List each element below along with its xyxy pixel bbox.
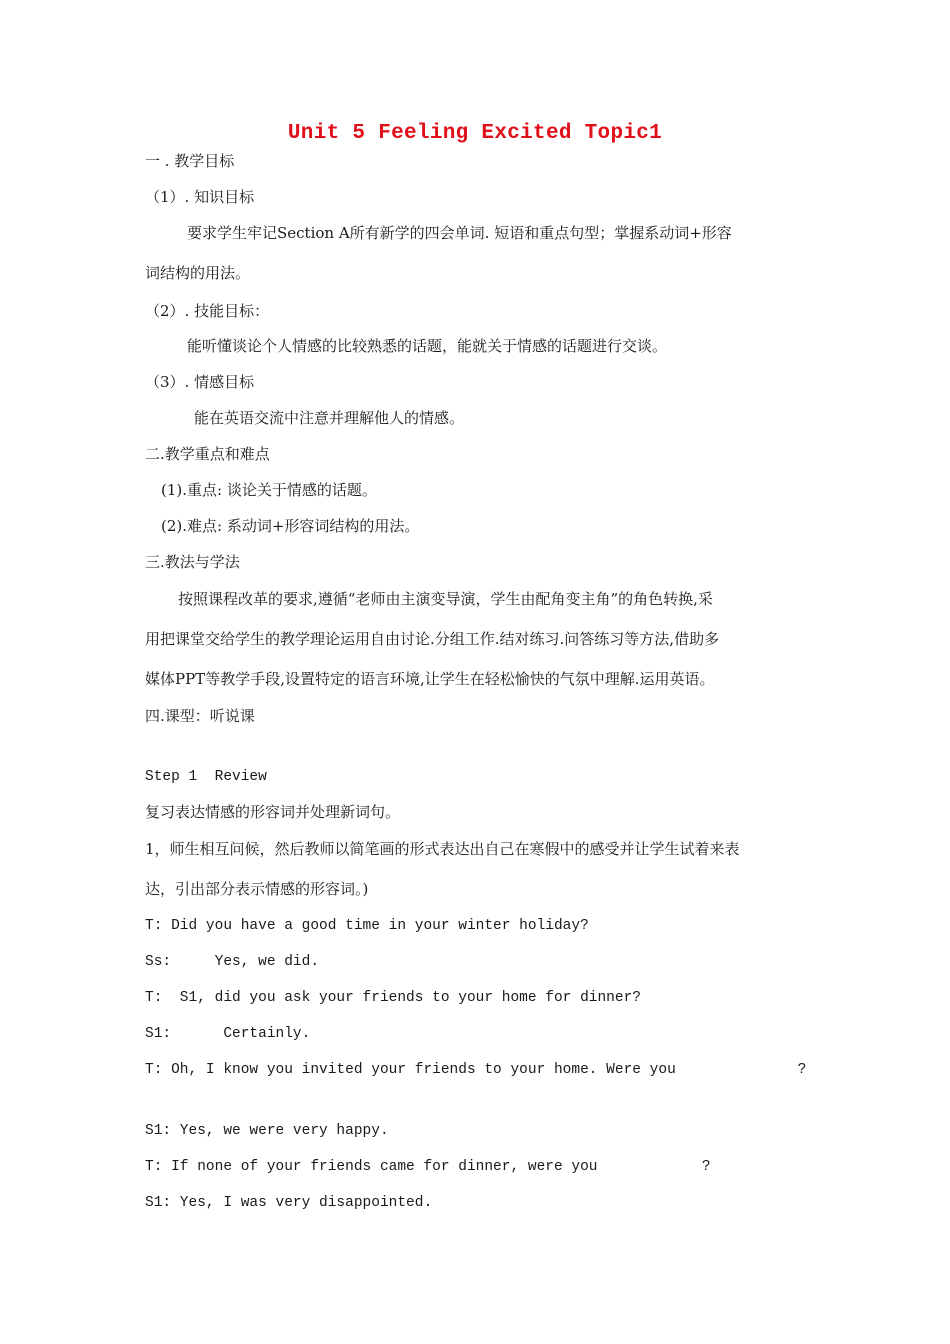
heading-methods: 三.教法与学法 bbox=[145, 553, 240, 571]
step-1-instruction-line-1: 1，师生相互问候，然后教师以简笔画的形式表达出自己在寒假中的感受并让学生试着来表 bbox=[145, 840, 740, 858]
dialogue-line: S1: Yes, I was very disappointed. bbox=[145, 1195, 433, 1211]
paragraph-emotion-goals: 能在英语交流中注意并理解他人的情感。 bbox=[194, 409, 465, 427]
paragraph-methods-line-3: 媒体PPT等教学手段,设置特定的语言环境,让学生在轻松愉快的气氛中理解.运用英语。 bbox=[145, 670, 715, 688]
document-title: Unit 5 Feeling Excited Topic1 bbox=[287, 122, 663, 145]
dialogue-line: S1: Yes, we were very happy. bbox=[145, 1123, 389, 1139]
heading-lesson-type: 四.课型：听说课 bbox=[145, 707, 255, 725]
paragraph-methods-line-1: 按照课程改革的要求,遵循“老师由主演变导演，学生由配角变主角”的角色转换,采 bbox=[178, 590, 713, 608]
heading-key-points: 二.教学重点和难点 bbox=[145, 445, 270, 463]
paragraph-skill-goals: 能听懂谈论个人情感的比较熟悉的话题，能就关于情感的话题进行交谈。 bbox=[187, 337, 668, 355]
dialogue-line: S1: Certainly. bbox=[145, 1026, 311, 1042]
subheading-skill-goals: （2）. 技能目标： bbox=[145, 302, 270, 320]
subheading-knowledge-goals: （1）. 知识目标 bbox=[145, 188, 255, 206]
dialogue-line: T: Did you have a good time in your winter holiday? bbox=[145, 918, 589, 934]
dialogue-line: T: If none of your friends came for dinner, were you ? bbox=[145, 1159, 711, 1175]
step-1-description: 复习表达情感的形容词并处理新词句。 bbox=[145, 803, 401, 821]
dialogue-line: Ss: Yes, we did. bbox=[145, 954, 320, 970]
step-1-heading: Step 1 Review bbox=[145, 769, 267, 785]
dialogue-line: T: Oh, I know you invited your friends to your home. Were you ? bbox=[145, 1062, 807, 1078]
paragraph-methods-line-2: 用把课堂交给学生的教学理论运用自由讨论.分组工作.结对练习.问答练习等方法,借助多 bbox=[145, 630, 720, 648]
paragraph-knowledge-line-1: 要求学生牢记Section A所有新学的四会单词. 短语和重点句型；掌握系动词+形容 bbox=[187, 224, 732, 242]
key-point-2: (2).难点: 系动词+形容词结构的用法。 bbox=[161, 517, 420, 535]
paragraph-knowledge-line-2: 词结构的用法。 bbox=[145, 264, 251, 282]
dialogue-line: T: S1, did you ask your friends to your home for dinner? bbox=[145, 990, 641, 1006]
subheading-emotion-goals: （3）. 情感目标 bbox=[145, 373, 255, 391]
key-point-1: (1).重点: 谈论关于情感的话题。 bbox=[161, 481, 377, 499]
heading-teaching-goals: 一 . 教学目标 bbox=[145, 152, 235, 170]
step-1-instruction-line-2: 达，引出部分表示情感的形容词。) bbox=[145, 880, 369, 898]
